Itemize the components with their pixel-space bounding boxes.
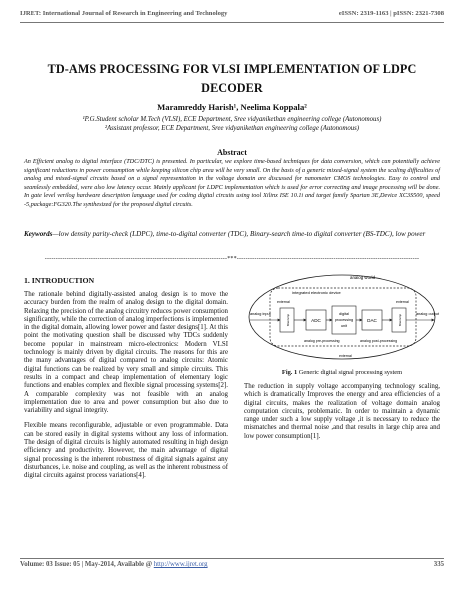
title-line-1: TD-AMS PROCESSING FOR VLSI IMPLEMENTATION OF LDPC [47, 62, 417, 76]
dsp-label-2: processing [334, 318, 354, 322]
analog-preprocessing-label: analog pre-processing [304, 339, 340, 343]
ic-device-label: integrated electronic device [292, 290, 341, 295]
filter-left-label: filter/amp [286, 313, 290, 327]
right-column [244, 270, 440, 448]
keywords-text: —low density parity-check (LDPC), time-to-digital converter (TDC), Binary-search time-to digital converter (BS-TDC), low power [52, 230, 426, 238]
running-header [20, 6, 444, 20]
abstract-heading: Abstract [217, 148, 247, 157]
header-rule [20, 22, 444, 23]
dsp-label-3: unit [340, 324, 348, 328]
figure-number: Fig. 1 [281, 369, 298, 376]
dac-label: DAC [367, 318, 377, 323]
journal-name: IJRET: International Journal of Research in Engineering and Technology [20, 9, 228, 17]
dsp-label-1: digital [339, 312, 349, 316]
figure-caption-text: Generic digital signal processing system [297, 369, 403, 376]
authors: Maramreddy Harish¹, Neelima Koppala² [157, 102, 307, 112]
abstract-text: An Efficient analog to digital interface (TDC/DTC) is presented. In particular, we explore time-based techniques for data conversion, which can potentially achieve significant reductions in power consumption while keeping silicon chip area will be very small. On the basis of a generic mixed-signal system the scaling difficulties of analog and mixed-signal circuits based on a signal representation in the voltage domain are discussed for nanometer CMOS technologies. Easy to control and seamlessly embedded, were also low latency occur. Mainly applicant for LDPC implementation which is used for error correcting and image processing will be done. In gate level verilog hardware description language used for coding digital circuits using tool Xilinx ISE 10.1i and target family Spartan 3E,Device XC3S500, speed -5,package:FG320.The synthesized for the proposed digital circuits. [24, 158, 440, 208]
left-column [24, 276, 228, 488]
affiliations [30, 115, 434, 133]
external-bottom-label: external [339, 354, 352, 358]
keywords [24, 229, 440, 240]
external-left-label: external [277, 300, 290, 304]
footer-rule [20, 558, 444, 559]
affiliation-2: ²Assistant professor, ECE Department, Sree vidyanikethan engineering college (Autonomous) [104, 125, 360, 132]
affiliation-1: ¹P.G.Student scholar M.Tech (VLSI), ECE Department, Sree vidyanikethan engineering college (Autonomous) [82, 116, 382, 123]
intro-paragraph-2: Flexible means reconfigurable, adjustable or even programmable. Data can be stored easily in digital systems without any loss of information. The design of digital circuits is highly automated resulting in high design efficiency and productivity. However, the main advantage of digital signal processing is the inherent robustness of digital signals against any disturbances, i.e. noise and coupling, as well as the inherent robustness of digital circuits against process variations[4]. [24, 422, 228, 480]
paper-title [26, 60, 438, 98]
analog-world-label: analog world [350, 275, 375, 280]
section-divider: -----------------------------------------------------------------------------------***----------------------------------------------------------------------------------- [44, 256, 420, 262]
figure-caption [244, 369, 440, 376]
page-footer [20, 561, 444, 568]
footer-volume-text: Volume: 03 Issue: 05 | May-2014, Available @ [20, 561, 153, 568]
intro-paragraph-1: The rationale behind digitally-assisted analog design is to move the accuracy burden from the realm of analog design to the digital domain. Relaxing the precision of the analog circuitry reduces power consumption significantly, while the correction of analog imperfections is implemented in the digital domain, allowing lower power and faster designs[1]. At this point the motivating question shall be discussed why TDCs suddenly become popular in mainstream micro-electronics: Modern VLSI technology is mainly driven by digital circuits. The reasons for this are the many advantages of digital compared to analog circuits: Atomic digital functions can be realized by very small and simple circuits. This results in a compact and cheap implementation of elementary logic functions and enables complex and flexible signal processing systems[2]. A comparable complexity was not feasible with an analog implementation due to area and power consumption but also due to variability and signal integrity. [24, 291, 228, 415]
footer-volume [20, 561, 208, 568]
journal-url-link[interactable]: http://www.ijret.org [153, 561, 208, 568]
filter-right-label: filter/amp [398, 313, 402, 327]
external-right-label: external [396, 300, 409, 304]
right-paragraph-1: The reduction in supply voltage accompanying technology scaling, which is dramatically Improves the energy and area efficiencies of a digital circuits, makes the realization of voltage domain analog computation circuits, problematic. In order to maintain a dynamic range under such a low supply voltage ,it is necessary to reduce the mismatches and thermal noise ,and that results in large chip area and low power consumption[1]. [244, 383, 440, 440]
adc-label: ADC [311, 318, 321, 323]
issn: eISSN: 2319-1163 | pISSN: 2321-7308 [338, 9, 444, 17]
keywords-label: Keywords [24, 230, 53, 238]
title-line-2: DECODER [201, 81, 263, 95]
page-number: 335 [433, 561, 444, 568]
analog-output-label: analog output [416, 312, 440, 316]
analog-postprocessing-label: analog post-processing [360, 339, 398, 343]
analog-input-label: analog input [250, 312, 271, 316]
figure-diagram [244, 270, 440, 362]
section-heading: 1. INTRODUCTION [24, 276, 95, 285]
